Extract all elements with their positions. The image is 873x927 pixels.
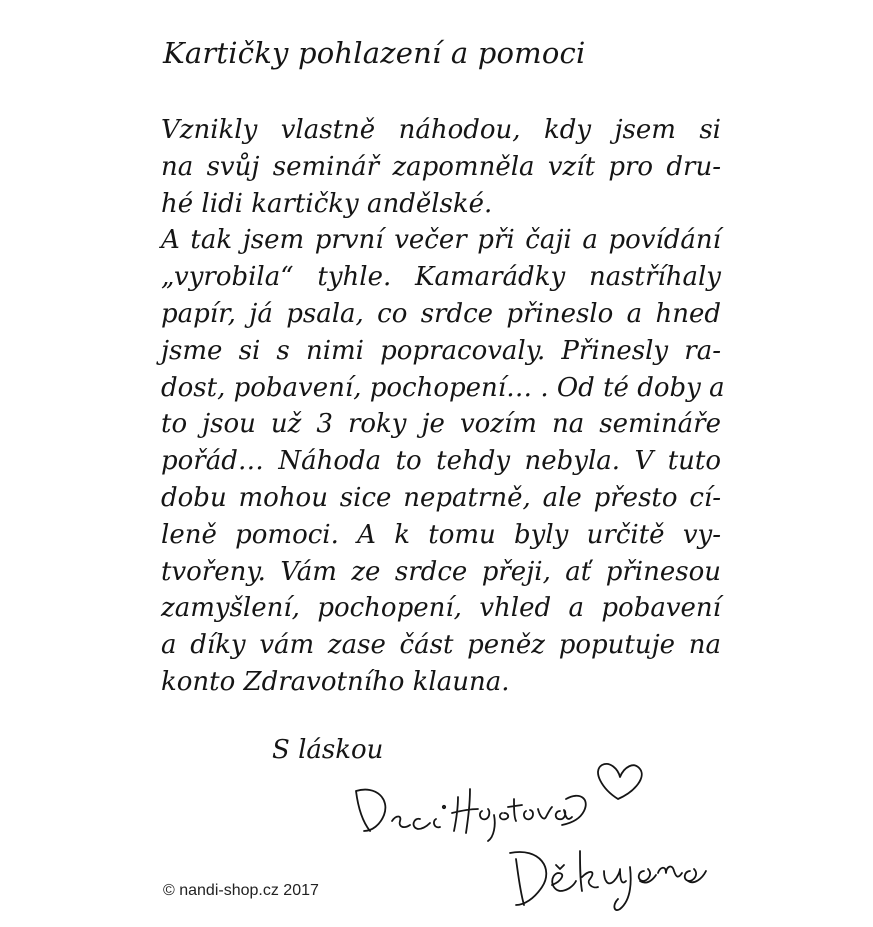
- copyright-notice: © nandi-shop.cz 2017: [163, 882, 319, 899]
- handwritten-signature: [340, 755, 720, 915]
- body-line: zamyšlení, pochopení, vhled a pobavení: [161, 593, 721, 624]
- body-line: jsme si s nimi popracovaly. Přinesly ra-: [161, 335, 721, 366]
- body-line: „vyrobila“ tyhle. Kamarádky nastříhaly: [161, 262, 721, 293]
- body-line: A tak jsem první večer při čaji a povídání: [161, 225, 721, 256]
- body-line: dobu mohou sice nepatrně, ale přesto cí-: [161, 482, 721, 513]
- body-line: Vznikly vlastně náhodou, kdy jsem si: [161, 115, 721, 145]
- body-paragraph: [161, 112, 725, 701]
- document-title: Kartičky pohlazení a pomoci: [163, 36, 586, 70]
- body-line: tvořeny. Vám ze srdce přeji, ať přinesou: [161, 556, 721, 587]
- signature-thanks-scribble: [510, 851, 706, 910]
- body-line: to jsou už 3 roky je vozím na semináře: [161, 409, 721, 440]
- signature-name-scribble: [356, 789, 586, 841]
- body-line: dost, pobavení, pochopení… . Od té doby a: [161, 372, 725, 403]
- body-line: pořád… Náhoda to tehdy nebyla. V tuto: [161, 446, 721, 477]
- body-line: hé lidi kartičky andělské.: [161, 188, 493, 219]
- body-line: konto Zdravotního klauna.: [161, 666, 510, 697]
- heart-doodle-icon: [598, 764, 642, 799]
- closing-salutation: S láskou: [272, 735, 384, 765]
- body-line: leně pomoci. A k tomu byly určitě vy-: [161, 519, 721, 550]
- body-line: na svůj seminář zapomněla vzít pro dru-: [161, 151, 721, 182]
- body-line: papír, já psala, co srdce přineslo a hned: [161, 298, 721, 329]
- body-line: a díky vám zase část peněz poputuje na: [161, 630, 721, 661]
